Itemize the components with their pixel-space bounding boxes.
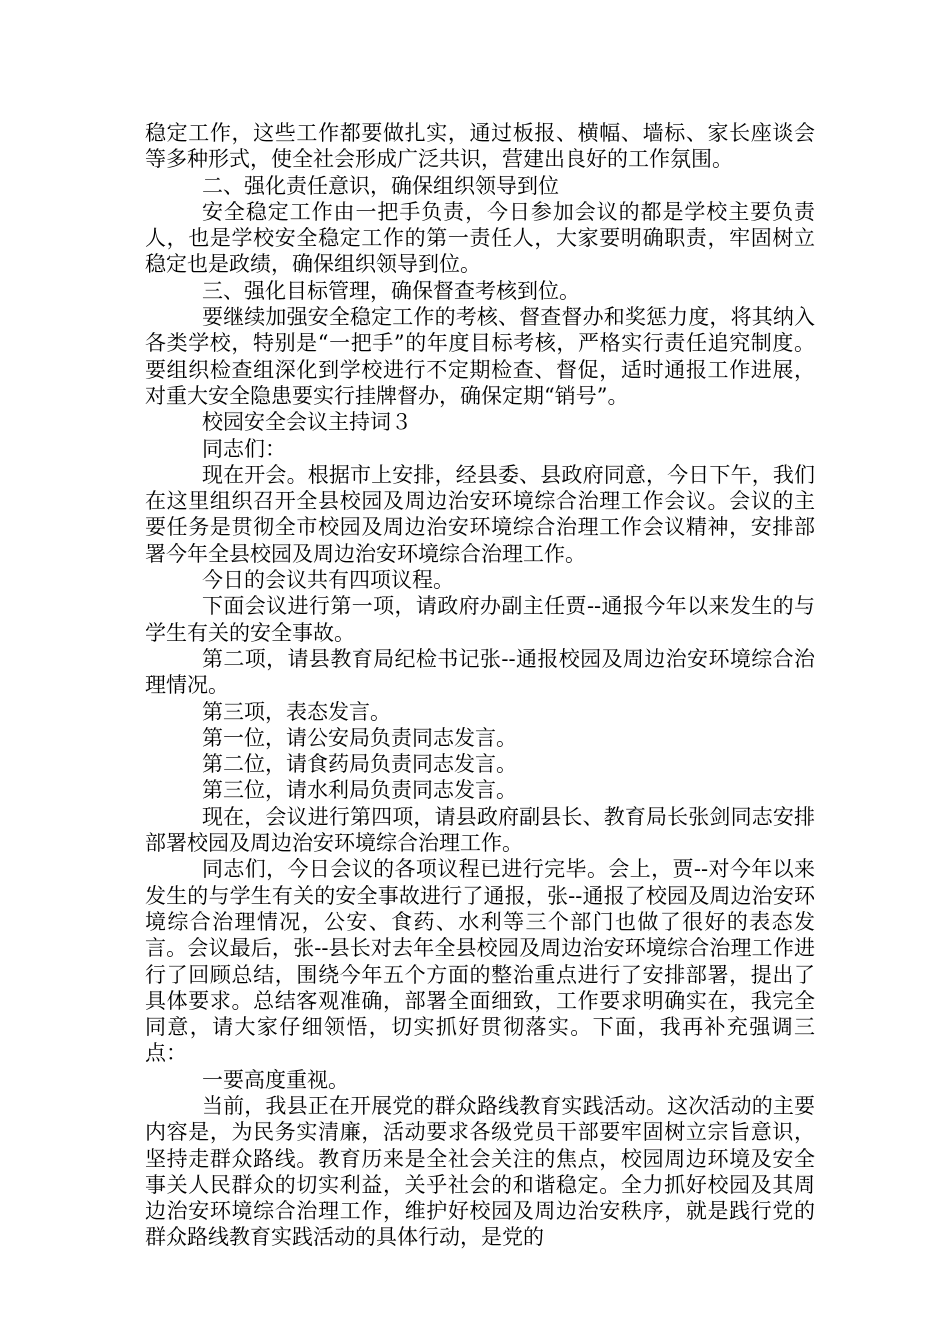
paragraph: 第三项，表态发言。	[202, 699, 391, 724]
paragraph: 下面会议进行第一项，请政府办副主任贾--通报今年以来发生的与学生有关的安全事故。	[145, 594, 815, 645]
section-heading: 三、强化目标管理，确保督查考核到位。	[202, 278, 580, 303]
paragraph: 稳定工作，这些工作都要做扎实，通过板报、横幅、墙标、家长座谈会等多种形式，使全社会形成广泛共识，营建出良好的工作氛围。	[145, 121, 815, 172]
paragraph: 第三位，请水利局负责同志发言。	[202, 778, 517, 803]
paragraph: 第一位，请公安局负责同志发言。	[202, 725, 517, 750]
paragraph: 要继续加强安全稳定工作的考核、督查督办和奖惩力度，将其纳入各类学校，特别是“一把手”的年度目标考核，严格实行责任追究制度。要组织检查组深化到学校进行不定期检查、督促，适时通报工作进展，对重大安全隐患要实行挂牌督办，确保定期“销号”。	[145, 305, 815, 408]
paragraph: 安全稳定工作由一把手负责，今日参加会议的都是学校主要负责人，也是学校安全稳定工作的第一责任人，大家要明确职责，牢固树立稳定也是政绩，确保组织领导到位。	[145, 199, 815, 277]
paragraph: 现在开会。根据市上安排，经县委、县政府同意，今日下午，我们在这里组织召开全县校园及周边治安环境综合治理工作会议。会议的主要任务是贯彻全市校园及周边治安环境综合治理工作会议精神，安排部署今年全县校园及周边治安环境综合治理工作。	[145, 462, 815, 566]
document-body	[145, 120, 815, 1251]
paragraph: 第二位，请食药局负责同志发言。	[202, 752, 517, 777]
paragraph: 同志们，今日会议的各项议程已进行完毕。会上，贾--对今年以来发生的与学生有关的安全事故进行了通报，张--通报了校园及周边治安环境综合治理情况，公安、食药、水利等三个部门也做了很好的表态发言。会议最后，张--县长对去年全县校园及周边治安环境综合治理工作进行了回顾总结，围绕今年五个方面的整治重点进行了安排部署，提出了具体要求。总结客观准确，部署全面细致，工作要求明确实在，我完全同意，请大家仔细领悟，切实抓好贯彻落实。下面，我再补充强调三点：	[145, 857, 815, 1066]
paragraph: 现在，会议进行第四项，请县政府副县长、教育局长张剑同志安排部署校园及周边治安环境综合治理工作。	[145, 804, 815, 856]
section-heading: 二、强化责任意识，确保组织领导到位	[202, 173, 559, 198]
paragraph: 第二项，请县教育局纪检书记张--通报校园及周边治安环境综合治理情况。	[145, 646, 815, 698]
salutation: 同志们：	[202, 436, 286, 461]
paragraph: 今日的会议共有四项议程。	[202, 568, 454, 593]
section-heading: 一要高度重视。	[202, 1067, 349, 1092]
paragraph: 当前，我县正在开展党的群众路线教育实践活动。这次活动的主要内容是，为民务实清廉，活动要求各级党员干部要牢固树立宗旨意识，坚持走群众路线。教育历来是全社会关注的焦点，校园周边环境及安全事关人民群众的切实利益，关乎社会的和谐稳定。全力抓好校园及其周边治安环境综合治理工作，维护好校园及周边治安秩序，就是践行党的群众路线教育实践活动的具体行动，是党的	[145, 1093, 815, 1250]
document-subtitle: 校园安全会议主持词３	[202, 410, 412, 435]
